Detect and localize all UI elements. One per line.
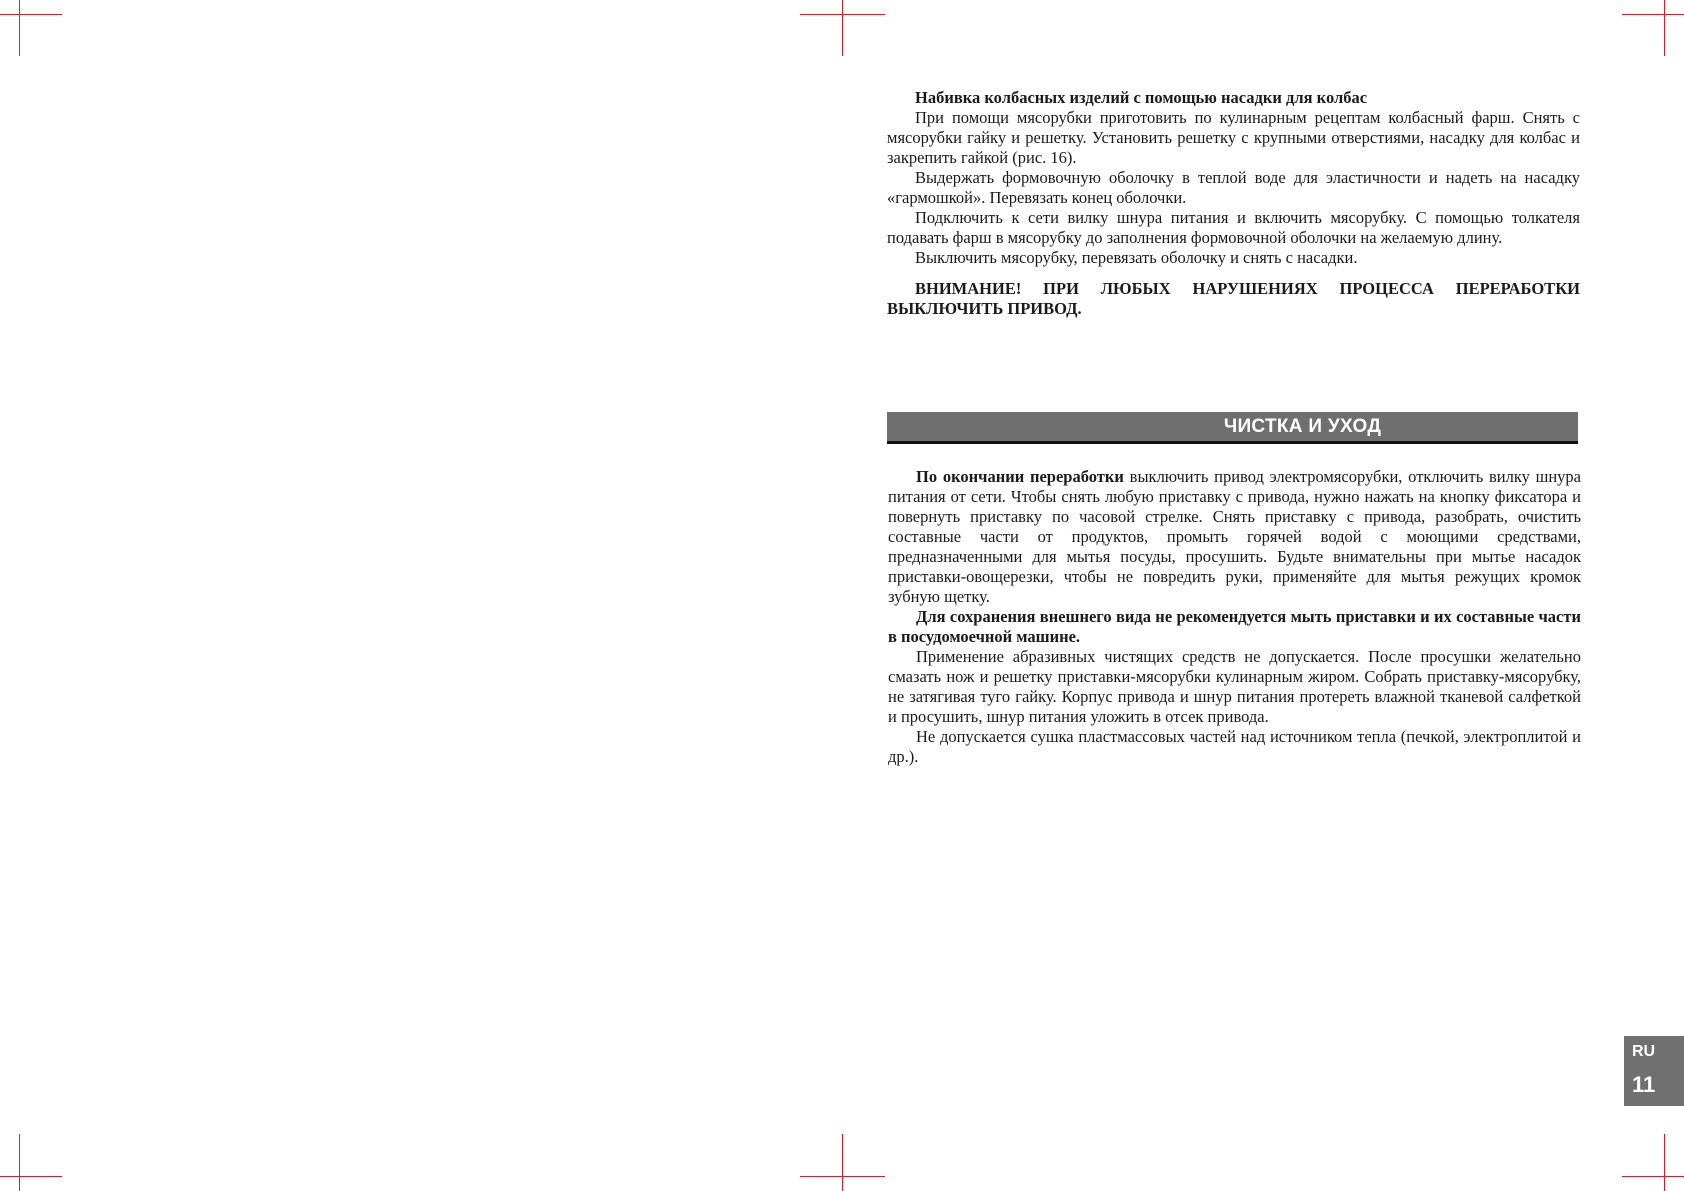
sausage-heading: Набивка колбасных изделий с помощью насадки для колбас: [915, 88, 1368, 107]
crop-mark: [842, 1134, 843, 1191]
crop-mark: [19, 1134, 20, 1191]
crop-mark: [0, 1176, 62, 1177]
language-label: RU: [1632, 1043, 1656, 1060]
paragraph: [888, 607, 1581, 647]
bold-note: Для сохранения внешнего вида не рекомендуется мыть приставки и их составные части в посудомоечной машине.: [888, 607, 1581, 646]
bold-lead: По окончании переработки: [916, 467, 1124, 486]
crop-mark: [1622, 1176, 1684, 1177]
page-tab: [1624, 1036, 1684, 1106]
crop-mark: [1664, 1134, 1665, 1191]
page-number: 11: [1632, 1072, 1656, 1097]
cleaning-section: [888, 467, 1581, 767]
crop-mark: [842, 0, 843, 56]
warning-text: ВНИМАНИЕ! ПРИ ЛЮБЫХ НАРУШЕНИЯХ ПРОЦЕССА ПЕРЕРАБОТКИ ВЫКЛЮЧИТЬ ПРИВОД.: [887, 279, 1580, 318]
section-header-bar: [887, 412, 1578, 444]
paragraph: Выключить мясорубку, перевязать оболочку и снять с насадки.: [915, 248, 1358, 267]
sausage-section: [887, 88, 1580, 319]
crop-mark: [19, 0, 20, 56]
crop-mark: [1664, 0, 1665, 56]
paragraph: Выдержать формовочную оболочку в теплой воде для эластичности и надеть на насадку «гармошкой». Перевязать конец оболочки.: [887, 168, 1580, 207]
paragraph: При помощи мясорубки приготовить по кулинарным рецептам колбасный фарш. Снять с мясорубки гайку и решетку. Установить решетку с крупными отверстиями, насадку для колбас и закрепить гайкой (рис. 16).: [887, 108, 1580, 167]
section-title: ЧИСТКА И УХОД: [1223, 415, 1382, 437]
paragraph: Не допускается сушка пластмассовых частей над источником тепла (печкой, электроплитой и др.).: [888, 727, 1581, 766]
paragraph: Применение абразивных чистящих средств не допускается. После просушки желательно смазать нож и решетку приставки-мясорубки кулинарным жиром. Собрать приставку-мясорубку, не затягивая туго гайку. Корпус привода и шнур питания протереть влажной тканевой салфеткой и просушить, шнур питания уложить в отсек привода.: [888, 647, 1581, 726]
crop-mark: [0, 14, 62, 15]
paragraph-rest: выключить привод электромясорубки, отключить вилку шнура питания от сети. Чтобы снять любую приставку с привода, нужно нажать на кнопку фиксатора и повернуть приставку по часовой стрелке. Снять приставку с привода, разобрать, очистить составные части от продуктов, промыть горячей водой с моющими средствами, предназначенными для мытья посуды, просушить. Будьте внимательны при мытье насадок приставки-овощерезки, чтобы не повредить руки, применяйте для мытья режущих кромок зубную щетку.: [888, 467, 1581, 606]
crop-mark: [1622, 14, 1684, 15]
paragraph: Подключить к сети вилку шнура питания и включить мясорубку. С помощью толкателя подавать фарш в мясорубку до заполнения формовочной оболочки на желаемую длину.: [887, 208, 1580, 247]
paragraph: [888, 467, 1581, 607]
